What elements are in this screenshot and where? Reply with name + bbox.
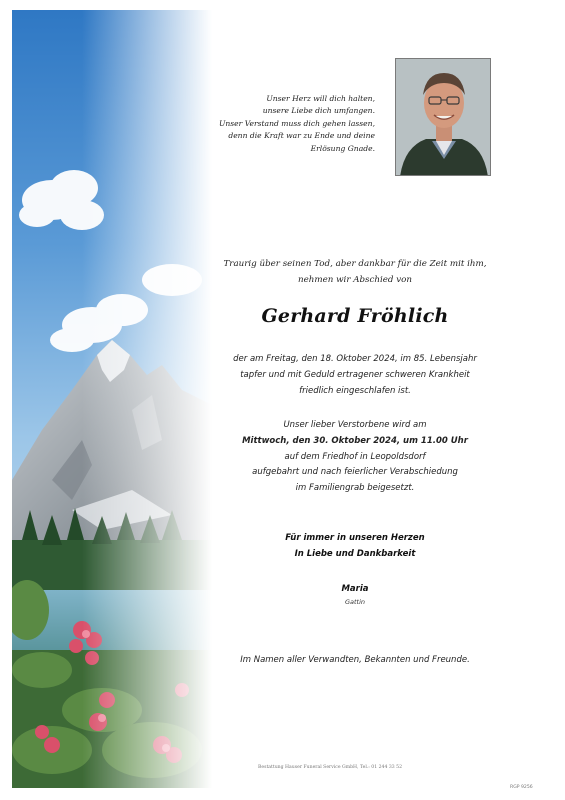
funeral-line: aufgebahrt und nach feierlicher Verabschiedung	[252, 467, 458, 478]
death-notice	[200, 352, 510, 399]
death-notice-line: tapfer und mit Geduld ertragener schweren Krankheit	[240, 369, 470, 380]
funeral-service-footer: Bestattung Hauser Funeral Service GmbH, Tel.: 01 244 33 52	[258, 765, 402, 770]
mourner-name: Maria	[341, 584, 369, 594]
alpine-scene-image	[12, 10, 212, 788]
poem	[200, 93, 375, 155]
closing-line: Für immer in unseren Herzen	[285, 533, 425, 543]
funeral-line: Unser lieber Verstorbene wird am	[283, 420, 427, 430]
intro-line: nehmen wir Abschied von	[298, 275, 412, 285]
poem-line: Erlösung Gnade.	[310, 143, 375, 153]
relatives-line: Im Namen aller Verwandten, Bekannten und Freunde.	[240, 655, 470, 665]
poem-line: Unser Verstand muss dich gehen lassen,	[218, 118, 375, 128]
intro-text	[200, 256, 510, 288]
scene-fade-overlay	[12, 10, 212, 788]
mourner-role: Gattin	[344, 598, 366, 606]
closing-words	[200, 530, 510, 562]
deceased-name: Gerhard Fröhlich	[261, 305, 449, 327]
document-code: RGP 9256	[510, 785, 533, 790]
funeral-date-time: Mittwoch, den 30. Oktober 2024, um 11.00 Uhr	[242, 435, 468, 446]
closing-line: In Liebe und Dankbarkeit	[294, 549, 416, 559]
death-notice-line: friedlich eingeschlafen ist.	[299, 385, 411, 396]
funeral-line: im Familiengrab beigesetzt.	[295, 483, 415, 494]
portrait-photo	[395, 58, 491, 176]
intro-line: Traurig über seinen Tod, aber dankbar für die Zeit mit ihm,	[223, 259, 487, 269]
funeral-line: auf dem Friedhof in Leopoldsdorf	[284, 451, 426, 462]
poem-line: unsere Liebe dich umfangen.	[262, 106, 375, 116]
poem-line: denn die Kraft war zu Ende und deine	[228, 131, 375, 141]
funeral-details	[200, 418, 510, 497]
death-notice-line: der am Freitag, den 18. Oktober 2024, im 85. Lebensjahr	[233, 354, 477, 364]
poem-line: Unser Herz will dich halten,	[266, 94, 375, 103]
